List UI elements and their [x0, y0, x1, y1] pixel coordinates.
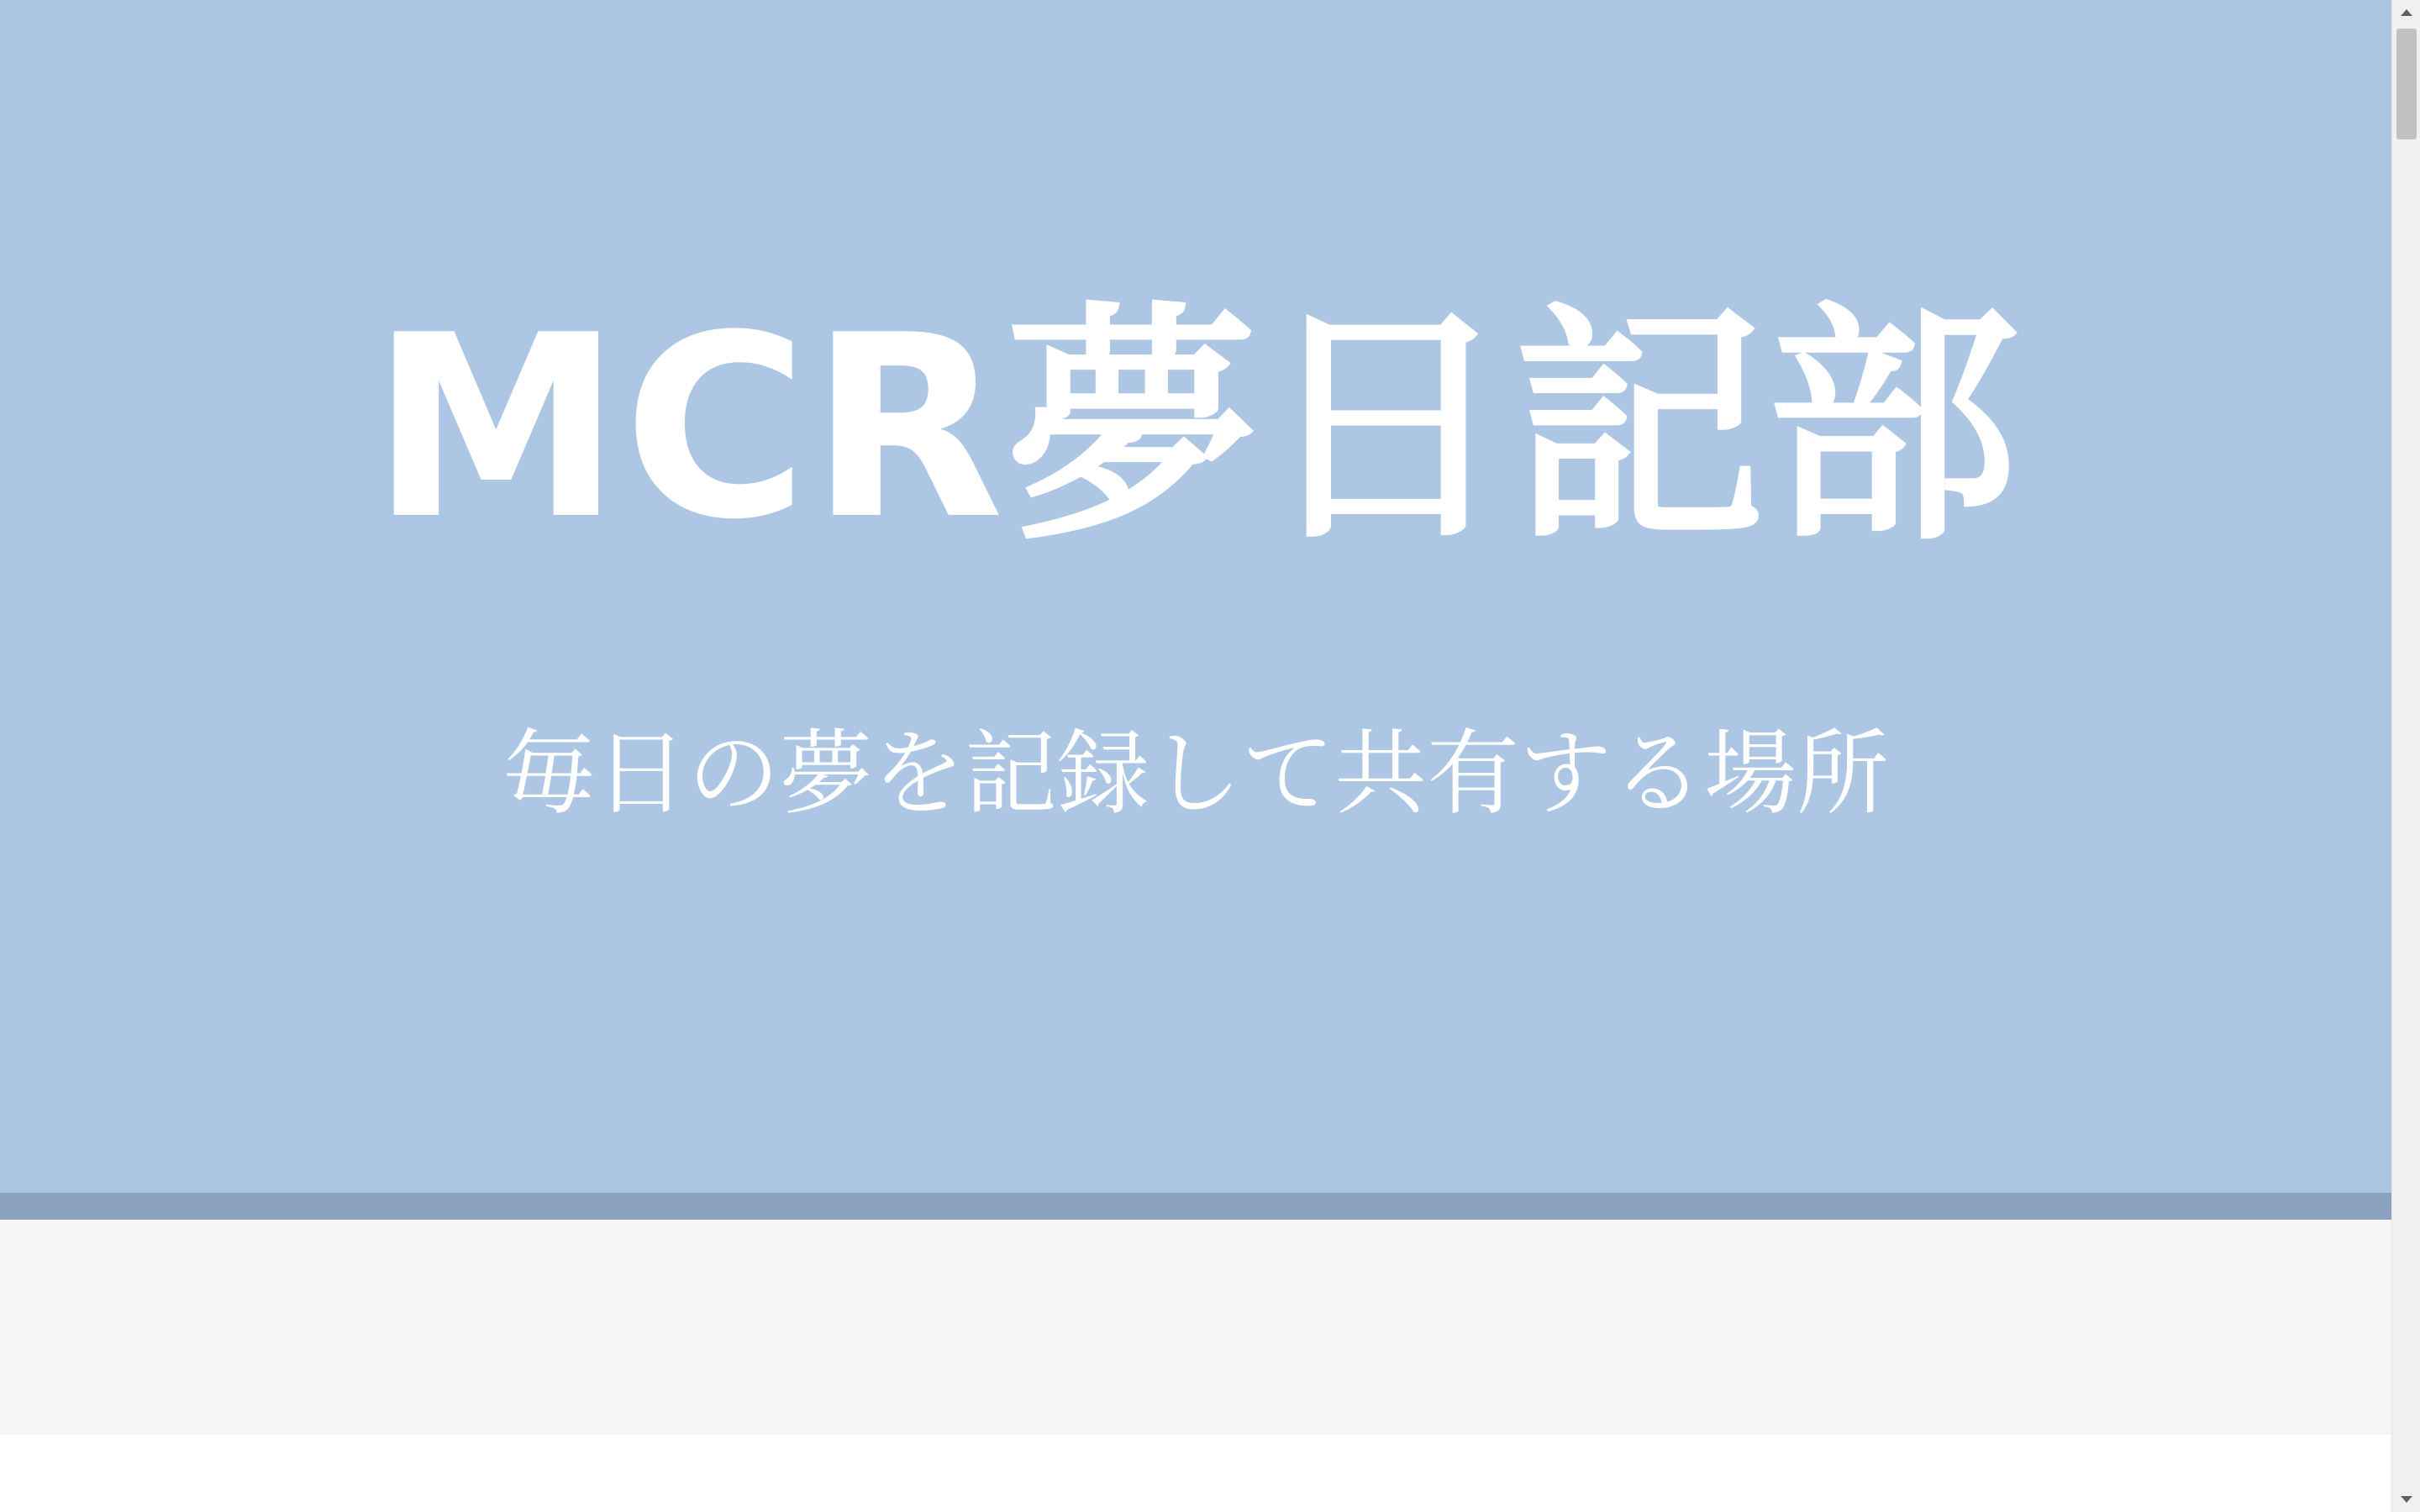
chevron-down-icon: [2401, 1496, 2412, 1503]
site-tagline: 毎日の夢を記録して共有する場所: [502, 720, 1889, 827]
site-title: MCR夢日記部: [371, 281, 2021, 575]
hero-bottom-border: [0, 1193, 2391, 1220]
content-band: [0, 1220, 2391, 1435]
page-content-area: [0, 1435, 2391, 1512]
scroll-up-button[interactable]: [2392, 0, 2420, 25]
vertical-scrollbar[interactable]: [2391, 0, 2420, 1512]
chevron-up-icon: [2401, 9, 2412, 16]
scrollbar-thumb[interactable]: [2396, 29, 2417, 139]
scroll-down-button[interactable]: [2392, 1487, 2420, 1512]
